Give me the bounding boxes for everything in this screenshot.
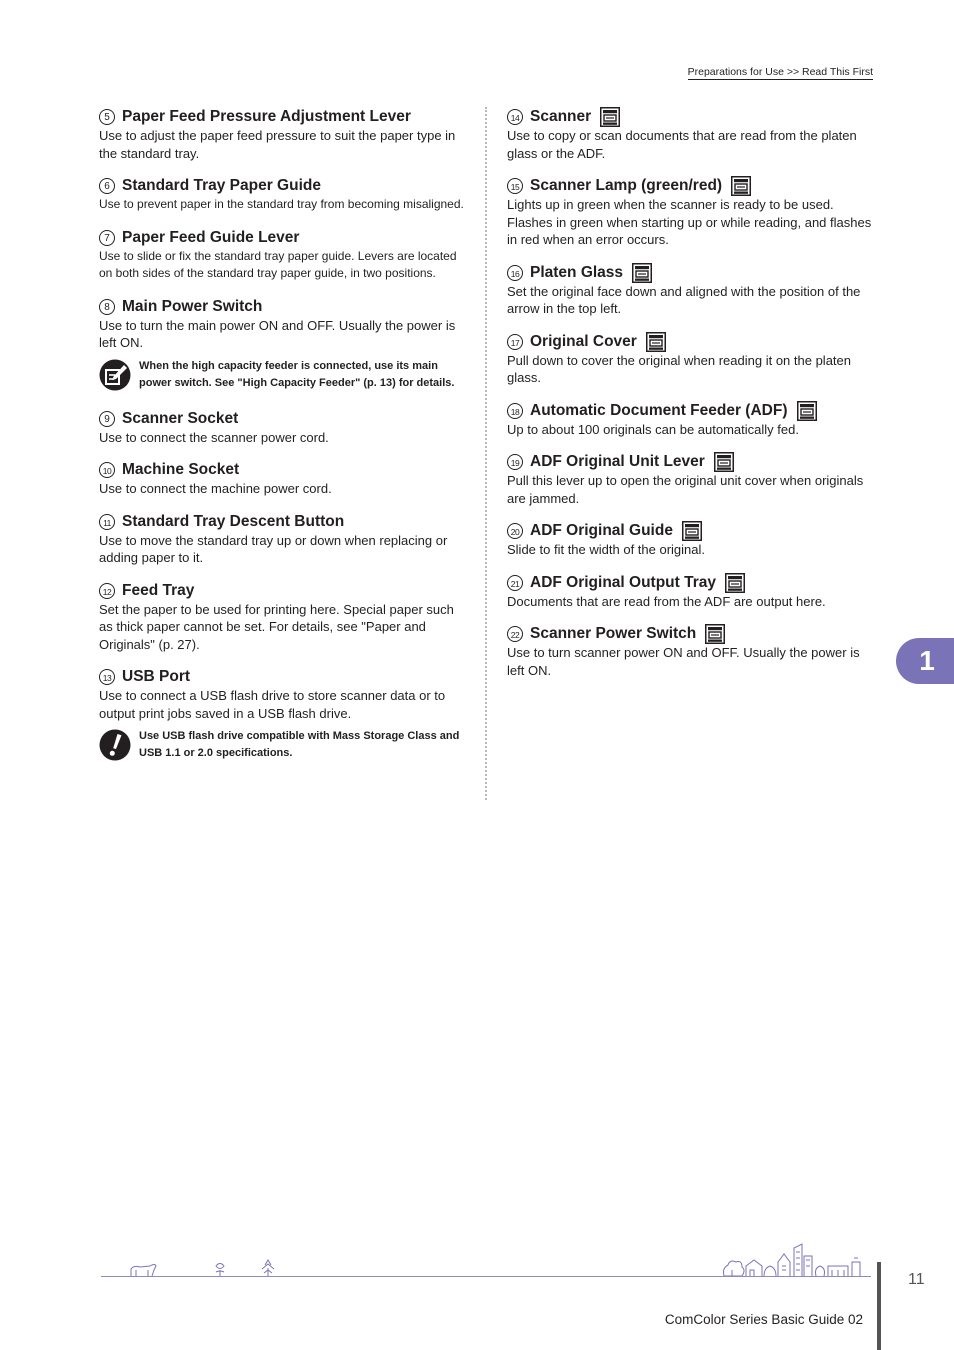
item-title: Standard Tray Descent Button — [122, 512, 345, 530]
item-title: Original Cover — [530, 332, 637, 350]
item-title: Scanner Lamp (green/red) — [530, 177, 723, 194]
chapter-number: 1 — [919, 645, 935, 676]
note-text: When the high capacity feeder is connected, use its main power switch. See "High Capacity Feeder" (p. 13) for details. — [139, 359, 455, 389]
chapter-tab[interactable] — [896, 638, 954, 684]
item-number: 20 — [507, 523, 523, 539]
item-number: 19 — [507, 454, 523, 470]
item-number: 22 — [507, 626, 523, 642]
footer-rule — [101, 1276, 871, 1277]
scanner-icon — [632, 263, 652, 283]
item-description: Up to about 100 originals can be automatically fed. — [507, 421, 799, 437]
list-item — [99, 229, 469, 283]
guide-title: ComColor Series Basic Guide 02 — [664, 1312, 863, 1327]
item-title: Machine Socket — [122, 461, 240, 478]
item-number: 14 — [507, 109, 523, 125]
item-description: Set the paper to be used for printing here. Special paper such as thick paper cannot be set. For details, see "Paper and Originals" (p. 27). — [99, 601, 454, 652]
item-description: Use to adjust the paper feed pressure to suit the paper type in the standard tray. — [99, 128, 456, 161]
item-description: Use to connect the scanner power cord. — [99, 429, 329, 445]
pencil-note-icon — [99, 359, 131, 391]
note-usb — [99, 728, 469, 762]
item-number: 16 — [507, 265, 523, 281]
page-number: 11 — [908, 1271, 925, 1288]
list-item — [507, 402, 877, 439]
item-description: Lights up in green when the scanner is ready to be used. Flashes in green when starting up or while reading, and flashes in red when an error occurs. — [507, 197, 872, 247]
item-description: Use to move the standard tray up or down when replacing or adding paper to it. — [99, 532, 448, 565]
item-title: Feed Tray — [122, 581, 195, 599]
exclamation-icon — [99, 729, 131, 761]
column-divider — [485, 107, 487, 800]
item-description: Set the original face down and aligned with the position of the arrow in the top left. — [507, 283, 861, 316]
item-title: Main Power Switch — [122, 297, 263, 315]
list-item — [99, 108, 469, 162]
item-description: Use to turn scanner power ON and OFF. Usually the power is left ON. — [507, 645, 860, 678]
item-title: Paper Feed Guide Lever — [122, 228, 300, 246]
list-item — [99, 410, 469, 447]
list-item — [99, 177, 469, 214]
footer-bar — [877, 1262, 881, 1350]
item-number: 5 — [99, 109, 115, 125]
item-number: 21 — [507, 575, 523, 591]
item-description: Pull down to cover the original when reading it on the platen glass. — [507, 352, 851, 385]
item-description: Use to copy or scan documents that are read from the platen glass or the ADF. — [507, 128, 857, 161]
list-item — [99, 298, 469, 352]
item-title: Automatic Document Feeder (ADF) — [530, 401, 788, 419]
scanner-icon — [600, 107, 620, 127]
item-number: 17 — [507, 334, 523, 350]
item-title: Platen Glass — [530, 263, 624, 281]
list-item — [99, 513, 469, 567]
item-description: Slide to fit the width of the original. — [507, 542, 706, 557]
note-power-switch — [99, 358, 469, 392]
scanner-icon — [725, 573, 745, 593]
item-title: ADF Original Output Tray — [530, 573, 717, 591]
list-item — [99, 582, 469, 654]
left-column — [99, 108, 469, 780]
item-description: Pull this lever up to open the original unit cover when originals are jammed. — [507, 473, 864, 506]
item-number: 12 — [99, 583, 115, 599]
list-item — [507, 333, 877, 387]
item-number: 9 — [99, 411, 115, 427]
item-description: Use to slide or fix the standard tray paper guide. Levers are located on both sides of the standard tray paper guide, in two positions. — [99, 248, 457, 280]
list-item — [99, 461, 469, 498]
footer-town-illustration — [720, 1240, 870, 1278]
item-title: Scanner Socket — [122, 409, 239, 427]
item-number: 13 — [99, 669, 115, 685]
footer-animal-plants-illustration — [126, 1256, 306, 1278]
list-item — [507, 625, 877, 679]
breadcrumb[interactable]: Preparations for Use >> Read This First — [687, 66, 873, 78]
scanner-icon — [705, 624, 725, 644]
item-description: Use to prevent paper in the standard tray from becoming misaligned. — [99, 197, 464, 211]
right-column — [507, 108, 877, 694]
item-description: Documents that are read from the ADF are output here. — [507, 593, 826, 609]
item-title: Scanner — [530, 108, 592, 125]
list-item — [99, 668, 469, 722]
list-item — [507, 522, 877, 559]
item-description: Use to connect a USB flash drive to store scanner data or to output print jobs saved in a USB flash drive. — [99, 688, 446, 721]
item-description: Use to connect the machine power cord. — [99, 481, 332, 496]
item-title: Paper Feed Pressure Adjustment Lever — [122, 108, 411, 125]
list-item — [507, 574, 877, 611]
list-item — [507, 453, 877, 507]
item-number: 15 — [507, 178, 523, 194]
item-number: 8 — [99, 299, 115, 315]
scanner-icon — [731, 176, 751, 196]
scanner-icon — [646, 332, 666, 352]
list-item — [507, 264, 877, 318]
item-title: ADF Original Guide — [530, 522, 673, 539]
item-number: 7 — [99, 230, 115, 246]
item-number: 10 — [99, 462, 115, 478]
item-title: Standard Tray Paper Guide — [122, 177, 321, 194]
item-title: USB Port — [122, 668, 191, 685]
scanner-icon — [797, 401, 817, 421]
item-number: 11 — [99, 514, 115, 530]
item-number: 18 — [507, 403, 523, 419]
item-number: 6 — [99, 178, 115, 194]
item-title: ADF Original Unit Lever — [530, 453, 705, 470]
note-text: Use USB flash drive compatible with Mass Storage Class and USB 1.1 or 2.0 specifications. — [139, 730, 460, 759]
list-item — [507, 108, 877, 162]
list-item — [507, 177, 877, 249]
scanner-icon — [682, 521, 702, 541]
item-description: Use to turn the main power ON and OFF. Usually the power is left ON. — [99, 317, 456, 350]
item-title: Scanner Power Switch — [530, 625, 697, 642]
scanner-icon — [714, 452, 734, 472]
